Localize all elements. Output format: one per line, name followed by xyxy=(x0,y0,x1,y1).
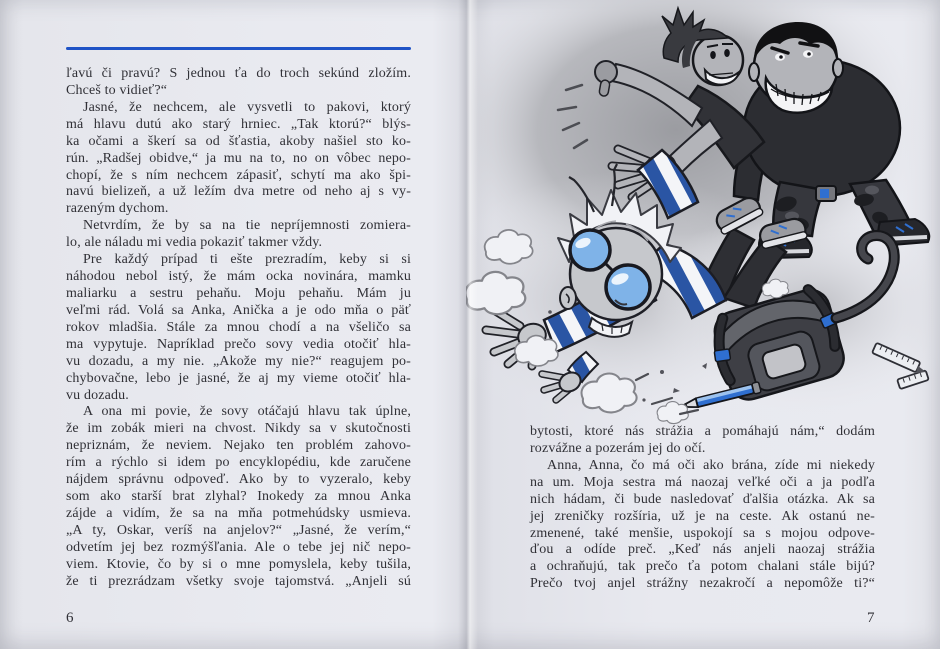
text-line: Prečo tvoj anjel strážny nezakročí a nepomôže ti?“ xyxy=(530,576,875,592)
left-text-column xyxy=(66,66,411,591)
text-line: rím a rýchlo si idem po encyklopédiu, kde zaručene xyxy=(66,455,411,471)
illustration xyxy=(466,0,940,432)
text-line: ľavú či pravú? S jednou ťa do troch sekúnd zložím. xyxy=(66,66,411,81)
text-line: nepriznám, že neviem. Nejako ten problém zahovo- xyxy=(66,438,411,454)
text-line: som ako starší brat zlyhal? Inokedy za mnou Anka xyxy=(66,489,411,505)
text-line: že ti prezrádzam všetky svoje tajomstvá. „Anjeli sú xyxy=(66,573,411,589)
text-line: ka očami a škerí sa od šťastia, akoby našiel sto ko- xyxy=(66,133,411,149)
text-line: že im zobák mieri na chvost. Nikdy sa v skutočnosti xyxy=(66,421,411,437)
text-line: ďou a odíde preč. „Keď nás anjeli naozaj strážia xyxy=(530,542,875,558)
text-line: Jasné, že nechcem, ale vysvetli to pakovi, ktorý xyxy=(83,99,411,115)
text-line: maliarku a sestru pehaňu. Moju pehaňu. Mám ju xyxy=(66,285,411,301)
glasses-lens xyxy=(570,230,610,270)
text-line: bytosti, ktoré nás strážia a pomáhajú nám,“ dodám xyxy=(530,424,875,439)
text-line: odvetím jej bez rozmýšľania. Ale o tebe jej nič nepo- xyxy=(66,539,411,555)
text-line: viem. Ktovie, čo by si o mne pomyslela, keby tušila, xyxy=(66,556,411,572)
text-line: na um. Moja sestra má naozaj veľké oči a ja podľa xyxy=(530,474,875,490)
text-line: vu dozadu, a my nie. „Akože my nie?“ reagujem po- xyxy=(66,353,411,369)
text-line: nich hádam, či bude nasledovať ďalšia otázka. Ak sa xyxy=(530,491,875,507)
page-left xyxy=(0,0,466,649)
text-line: veľmi rád. Volá sa Anka, Anička a je odo mňa o päť xyxy=(66,302,411,318)
text-line: Anna, Anna, čo má oči ako brána, zíde mi niekedy xyxy=(547,457,875,473)
text-line: zmenené, také menšie, uspokojí sa s mojou odpove- xyxy=(530,525,875,541)
text-line: nájdem správnu odpoveď. Ako by to vyzeralo, keby xyxy=(66,472,411,488)
text-line: a ochraňujú, tak prečo ťa potom chalani stále bijú? xyxy=(530,559,875,575)
text-line: „A ty, Oskar, veríš na anjelov?“ „Jasné, že verím,“ xyxy=(66,522,411,538)
text-line: chopí, že s ním nechcem zápasiť, schytí ma ako špi- xyxy=(66,167,411,183)
text-line: Chceš to vidieť?“ xyxy=(66,82,168,98)
text-line: navú bielizeň, a už ležím dva metre od neho aj s vy- xyxy=(66,184,411,200)
text-line: vu dozadu. xyxy=(66,387,129,403)
page-number-right: 7 xyxy=(867,610,875,626)
text-line: rokov mladšia. Stále za mnou chodí a na všeličo sa xyxy=(66,319,411,335)
header-rule xyxy=(66,47,411,50)
text-line: jej zreničky rozšíria, už je na ceste. Ak ostanú ne- xyxy=(530,508,875,524)
right-text-column xyxy=(530,424,875,593)
text-line: Pre každý prípad ti ešte prezradím, keby si si xyxy=(83,252,411,268)
text-line: rozvážne a pozerám jej do očí. xyxy=(530,440,706,456)
text-line: razeným dychom. xyxy=(66,201,169,217)
text-line: lo, ale náladu mi vedia pokaziť takmer vždy. xyxy=(66,235,323,251)
text-line: rún. „Radšej obidve,“ ja mu na to, no on vôbec nepo- xyxy=(66,150,411,166)
text-line: náhodou nebol istý, že mám ocka novinára, mamku xyxy=(66,269,411,285)
text-line: ma vypytuje. Napríklad prečo sovy vedia otočiť hla- xyxy=(66,336,411,352)
text-line: má hlavu dutú ako starý hrniec. „Tak ktorú?“ blýs- xyxy=(66,116,411,132)
text-line: Netvrdím, že by sa na tie nepríjemnosti zomiera- xyxy=(83,218,411,234)
text-line: A ona mi povie, že sovy otáčajú hlavu tak úplne, xyxy=(83,404,411,420)
page-right xyxy=(466,0,940,649)
page-number-left: 6 xyxy=(66,610,74,626)
text-line: chybovačne, lebo je jasné, že aj my vieme otočiť hla- xyxy=(66,370,411,386)
text-line: zájde a vidím, že sa na mňa potmehúdsky usmieva. xyxy=(66,505,411,521)
